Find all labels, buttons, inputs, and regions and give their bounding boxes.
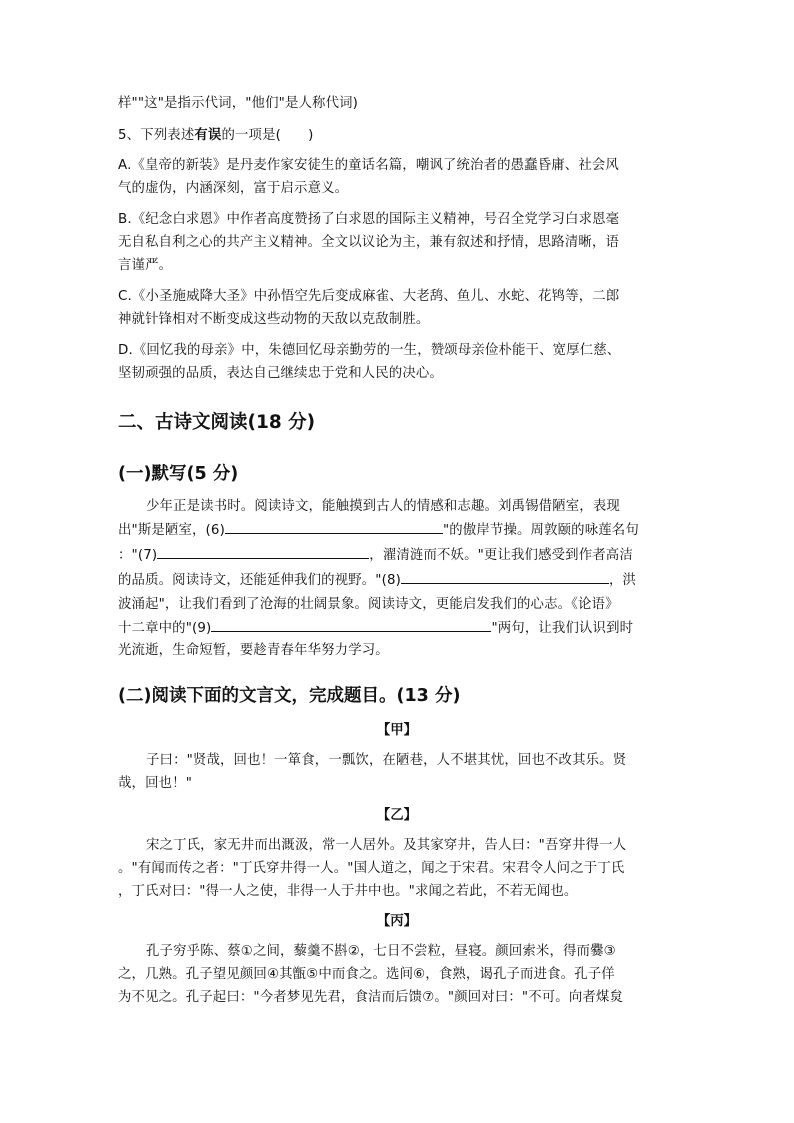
section-2-title: 二、古诗文阅读(18 分) <box>118 412 316 433</box>
dictation-line-5: 波涌起"，让我们看到了沧海的壮阔景象。阅读诗文，更能启发我们的心志。《论语》 <box>118 597 619 612</box>
dictation-text: "两句，让我们认识到时 <box>491 621 634 636</box>
q4-tail-line: 样""这"是指示代词，"他们"是人称代词) <box>118 96 359 111</box>
option-a-line-2: 气的虚伪，内涵深刻，富于启示意义。 <box>118 181 349 196</box>
subsection-1-title: (一)默写(5 分) <box>118 464 239 484</box>
blank-8[interactable] <box>401 569 609 584</box>
blank-7[interactable] <box>157 544 369 559</box>
passage-bing-line-2: 之，几熟。孔子望见颜回④其甑⑤中而食之。选间⑥，食熟，谒孔子而进食。孔子佯 <box>118 967 615 982</box>
subsection-2-title: (二)阅读下面的文言文，完成题目。(13 分) <box>118 686 461 706</box>
passage-yi-label: 【乙】 <box>376 808 418 823</box>
dictation-line-3 <box>118 544 633 567</box>
option-b-line-1: B.《纪念白求恩》中作者高度赞扬了白求恩的国际主义精神，号召全党学习白求恩毫 <box>118 212 620 227</box>
dictation-line-4 <box>118 569 636 592</box>
passage-jia-line-2: 哉，回也！" <box>118 776 193 791</box>
dictation-text: 出"斯是陋室，(6) <box>118 523 225 538</box>
dictation-text: 十二章中的"(9) <box>118 621 212 636</box>
dictation-text: ，濯清涟而不妖。"更让我们感受到作者高洁 <box>369 548 633 563</box>
dictation-text: ，洪 <box>609 573 637 588</box>
blank-6[interactable] <box>225 519 443 534</box>
option-d-line-2: 坚韧顽强的品质，表达自己继续忠于党和人民的决心。 <box>118 366 443 381</box>
dictation-line-1: 少年正是读书时。阅读诗文，能触摸到古人的情感和志趣。刘禹锡借陋室，表现 <box>146 499 620 514</box>
passage-bing-label: 【丙】 <box>376 914 418 929</box>
passage-yi-line-3: ，丁氏对曰："得一人之使，非得一人于井中也。"求闻之若此，不若无闻也。 <box>118 884 578 899</box>
dictation-text: 的品质。阅读诗文，还能延伸我们的视野。"(8) <box>118 573 401 588</box>
question-5-stem <box>118 125 313 147</box>
option-a-line-1: A.《皇帝的新装》是丹麦作家安徒生的童话名篇，嘲讽了统治者的愚蠢昏庸、社会风 <box>118 158 619 173</box>
option-c-line-1: C.《小圣施威降大圣》中孙悟空先后变成麻雀、大老鸹、鱼儿、水蛇、花鸨等，二郎 <box>118 289 620 304</box>
passage-jia-label: 【甲】 <box>376 723 418 738</box>
q5-stem-emphasis: 有误 <box>194 128 222 143</box>
dictation-line-6 <box>118 617 633 640</box>
dictation-line-7: 光流逝，生命短暂，要趁青春年华努力学习。 <box>118 643 389 658</box>
q5-stem-post: 的一项是( ) <box>221 128 314 143</box>
option-b-line-3: 言谨严。 <box>118 258 173 273</box>
option-d-line-1: D.《回忆我的母亲》中，朱德回忆母亲勤劳的一生，赞颂母亲俭朴能干、宽厚仁慈、 <box>118 343 621 358</box>
dictation-line-2 <box>118 519 639 542</box>
blank-9[interactable] <box>211 617 491 632</box>
option-b-line-2: 无自私自利之心的共产主义精神。全文以议论为主，兼有叙述和抒情，思路清晰，语 <box>118 235 620 250</box>
q5-stem-pre: 5、下列表述 <box>118 128 195 143</box>
passage-bing-line-3: 为不见之。孔子起曰："今者梦见先君，食洁而后馈⑦。"颜回对曰："不可。向者煤炱 <box>118 990 624 1005</box>
passage-bing-line-1: 孔子穷乎陈、蔡①之间，藜羹不斟②，七日不尝粒，昼寝。颜回索米，得而爨③ <box>146 944 616 959</box>
passage-yi-line-1: 宋之丁氏，家无井而出溉汲，常一人居外。及其家穿井，告人曰："吾穿井得一人 <box>146 838 627 853</box>
option-c-line-2: 神就针锋相对不断变成这些动物的天敌以克敌制胜。 <box>118 312 430 327</box>
dictation-text: "的傲岸节操。周敦颐的咏莲名句 <box>442 523 639 538</box>
dictation-text: ："(7) <box>118 548 158 563</box>
passage-jia-line-1: 子曰："贤哉，回也！一箪食，一瓢饮，在陋巷，人不堪其忧，回也不改其乐。贤 <box>146 753 627 768</box>
passage-yi-line-2: 。"有闻而传之者："丁氏穿井得一人。"国人道之，闻之于宋君。宋君令人问之于丁氏 <box>118 861 625 876</box>
